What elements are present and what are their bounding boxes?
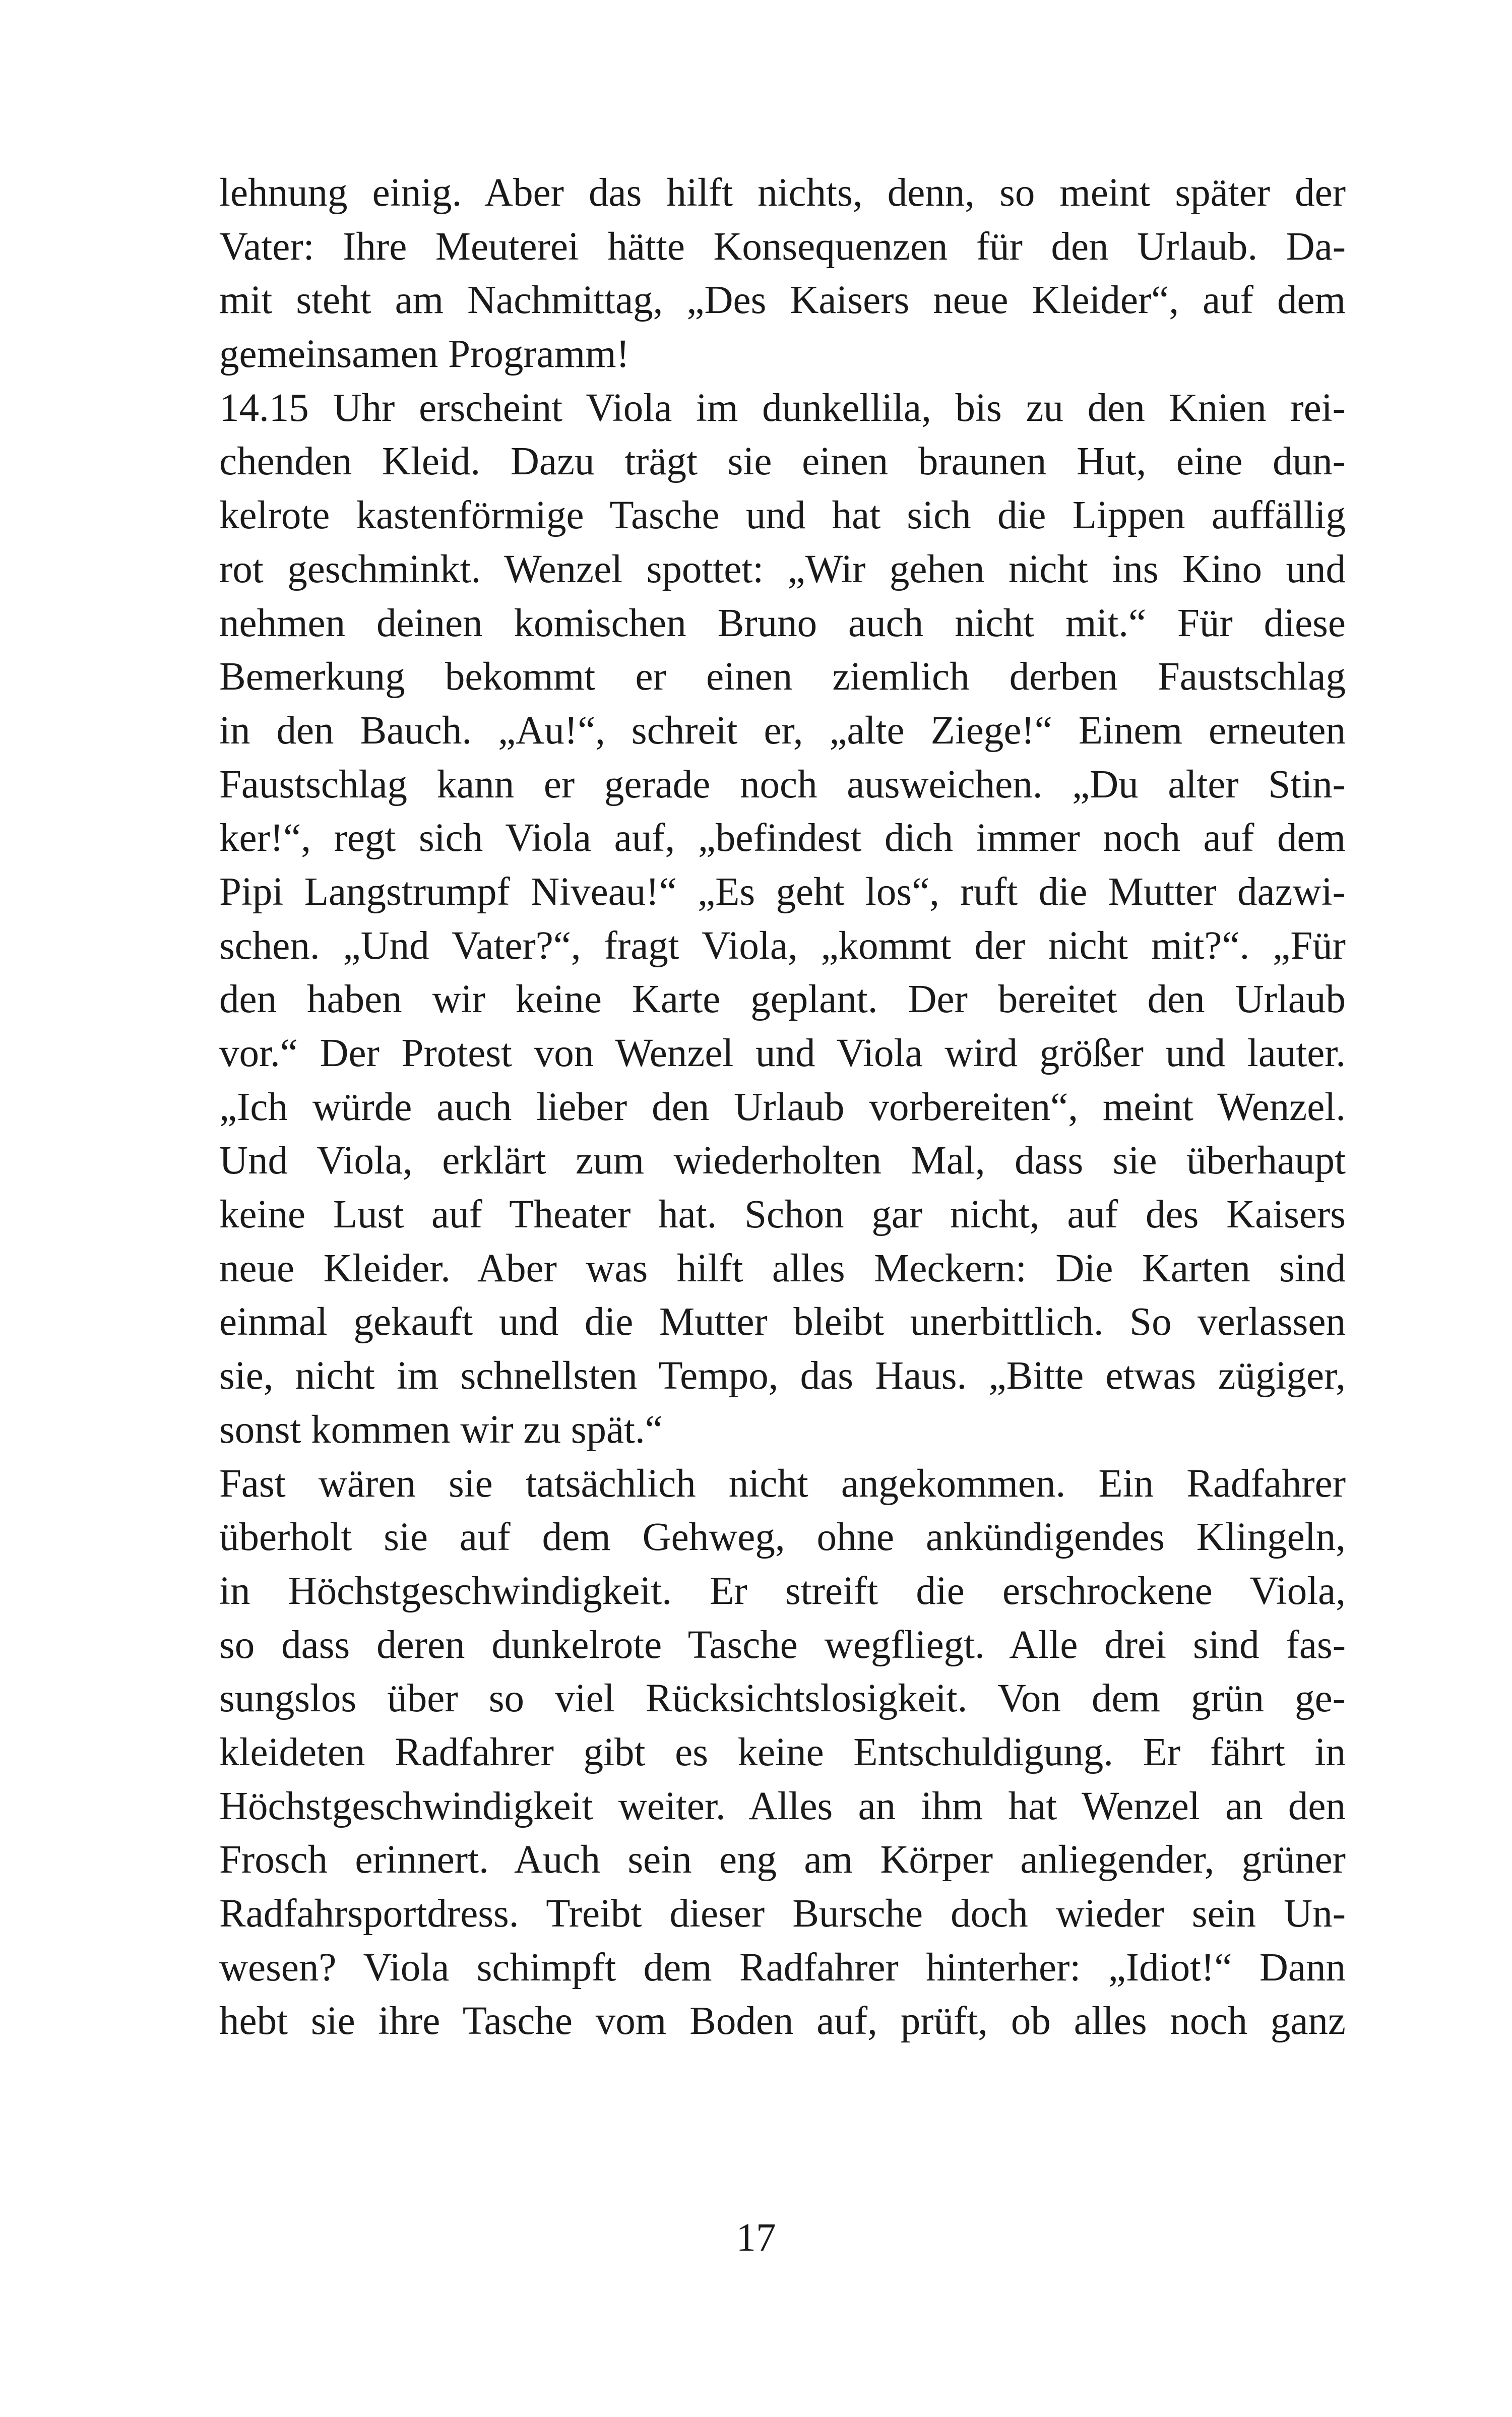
text-line: sonst kommen wir zu spät.“ bbox=[219, 1407, 663, 1452]
text-line: gemeinsamen Programm! bbox=[219, 332, 629, 377]
text-line: sie, nicht im schnellsten Tempo, das Haus. „Bitte etwas zügiger, bbox=[219, 1354, 1346, 1398]
text-line: in den Bauch. „Au!“, schreit er, „alte Ziege!“ Einem erneuten bbox=[219, 708, 1346, 753]
text-line: hebt sie ihre Tasche vom Boden auf, prüft, ob alles noch ganz bbox=[219, 1999, 1346, 2043]
text-line: schen. „Und Vater?“, fragt Viola, „kommt der nicht mit?“. „Für bbox=[219, 923, 1346, 968]
text-line: Höchstgeschwindigkeit weiter. Alles an ihm hat Wenzel an den bbox=[219, 1784, 1346, 1828]
text-line: einmal gekauft und die Mutter bleibt unerbittlich. So verlassen bbox=[219, 1300, 1346, 1344]
text-line: 14.15 Uhr erscheint Viola im dunkellila, bis zu den Knien rei- bbox=[219, 386, 1346, 430]
text-line: Vater: Ihre Meuterei hätte Konsequenzen für den Urlaub. Da- bbox=[219, 224, 1346, 269]
text-line: überholt sie auf dem Gehweg, ohne ankündigendes Klingeln, bbox=[219, 1515, 1346, 1560]
text-line: den haben wir keine Karte geplant. Der bereitet den Urlaub bbox=[219, 977, 1346, 1022]
text-line: Fast wären sie tatsächlich nicht angekommen. Ein Radfahrer bbox=[219, 1461, 1346, 1506]
text-line: kelrote kastenförmige Tasche und hat sich die Lippen auffällig bbox=[219, 493, 1346, 538]
text-line: Pipi Langstrumpf Niveau!“ „Es geht los“, ruft die Mutter dazwi- bbox=[219, 870, 1346, 914]
text-line: chenden Kleid. Dazu trägt sie einen braunen Hut, eine dun- bbox=[219, 440, 1346, 484]
text-line: Radfahrsportdress. Treibt dieser Bursche doch wieder sein Un- bbox=[219, 1892, 1346, 1936]
body-text bbox=[219, 166, 1346, 2049]
text-line: ker!“, regt sich Viola auf, „befindest dich immer noch auf dem bbox=[219, 816, 1346, 860]
page-number: 17 bbox=[736, 2216, 776, 2260]
text-line: so dass deren dunkelrote Tasche wegfliegt. Alle drei sind fas- bbox=[219, 1623, 1346, 1667]
text-line: in Höchstgeschwindigkeit. Er streift die erschrockene Viola, bbox=[219, 1569, 1346, 1613]
text-line: Und Viola, erklärt zum wiederholten Mal, dass sie überhaupt bbox=[219, 1139, 1346, 1183]
text-line: Faustschlag kann er gerade noch ausweichen. „Du alter Stin- bbox=[219, 762, 1346, 807]
text-line: neue Kleider. Aber was hilft alles Meckern: Die Karten sind bbox=[219, 1246, 1346, 1290]
text-line: sungslos über so viel Rücksichtslosigkeit. Von dem grün ge- bbox=[219, 1677, 1346, 1721]
text-line: „Ich würde auch lieber den Urlaub vorbereiten“, meint Wenzel. bbox=[219, 1085, 1346, 1129]
text-line: kleideten Radfahrer gibt es keine Entschuldigung. Er fährt in bbox=[219, 1730, 1346, 1774]
text-line: keine Lust auf Theater hat. Schon gar nicht, auf des Kaisers bbox=[219, 1193, 1346, 1237]
text-line: nehmen deinen komischen Bruno auch nicht mit.“ Für diese bbox=[219, 601, 1346, 645]
text-line: rot geschminkt. Wenzel spottet: „Wir gehen nicht ins Kino und bbox=[219, 547, 1346, 591]
text-line: Frosch erinnert. Auch sein eng am Körper anliegender, grüner bbox=[219, 1838, 1346, 1882]
text-line: wesen? Viola schimpft dem Radfahrer hinterher: „Idiot!“ Dann bbox=[219, 1945, 1346, 1990]
text-line: mit steht am Nachmittag, „Des Kaisers neue Kleider“, auf dem bbox=[219, 278, 1346, 323]
text-line: Bemerkung bekommt er einen ziemlich derben Faustschlag bbox=[219, 655, 1346, 699]
text-line: vor.“ Der Protest von Wenzel und Viola wird größer und lauter. bbox=[219, 1031, 1346, 1075]
text-line: lehnung einig. Aber das hilft nichts, denn, so meint später der bbox=[219, 171, 1346, 215]
